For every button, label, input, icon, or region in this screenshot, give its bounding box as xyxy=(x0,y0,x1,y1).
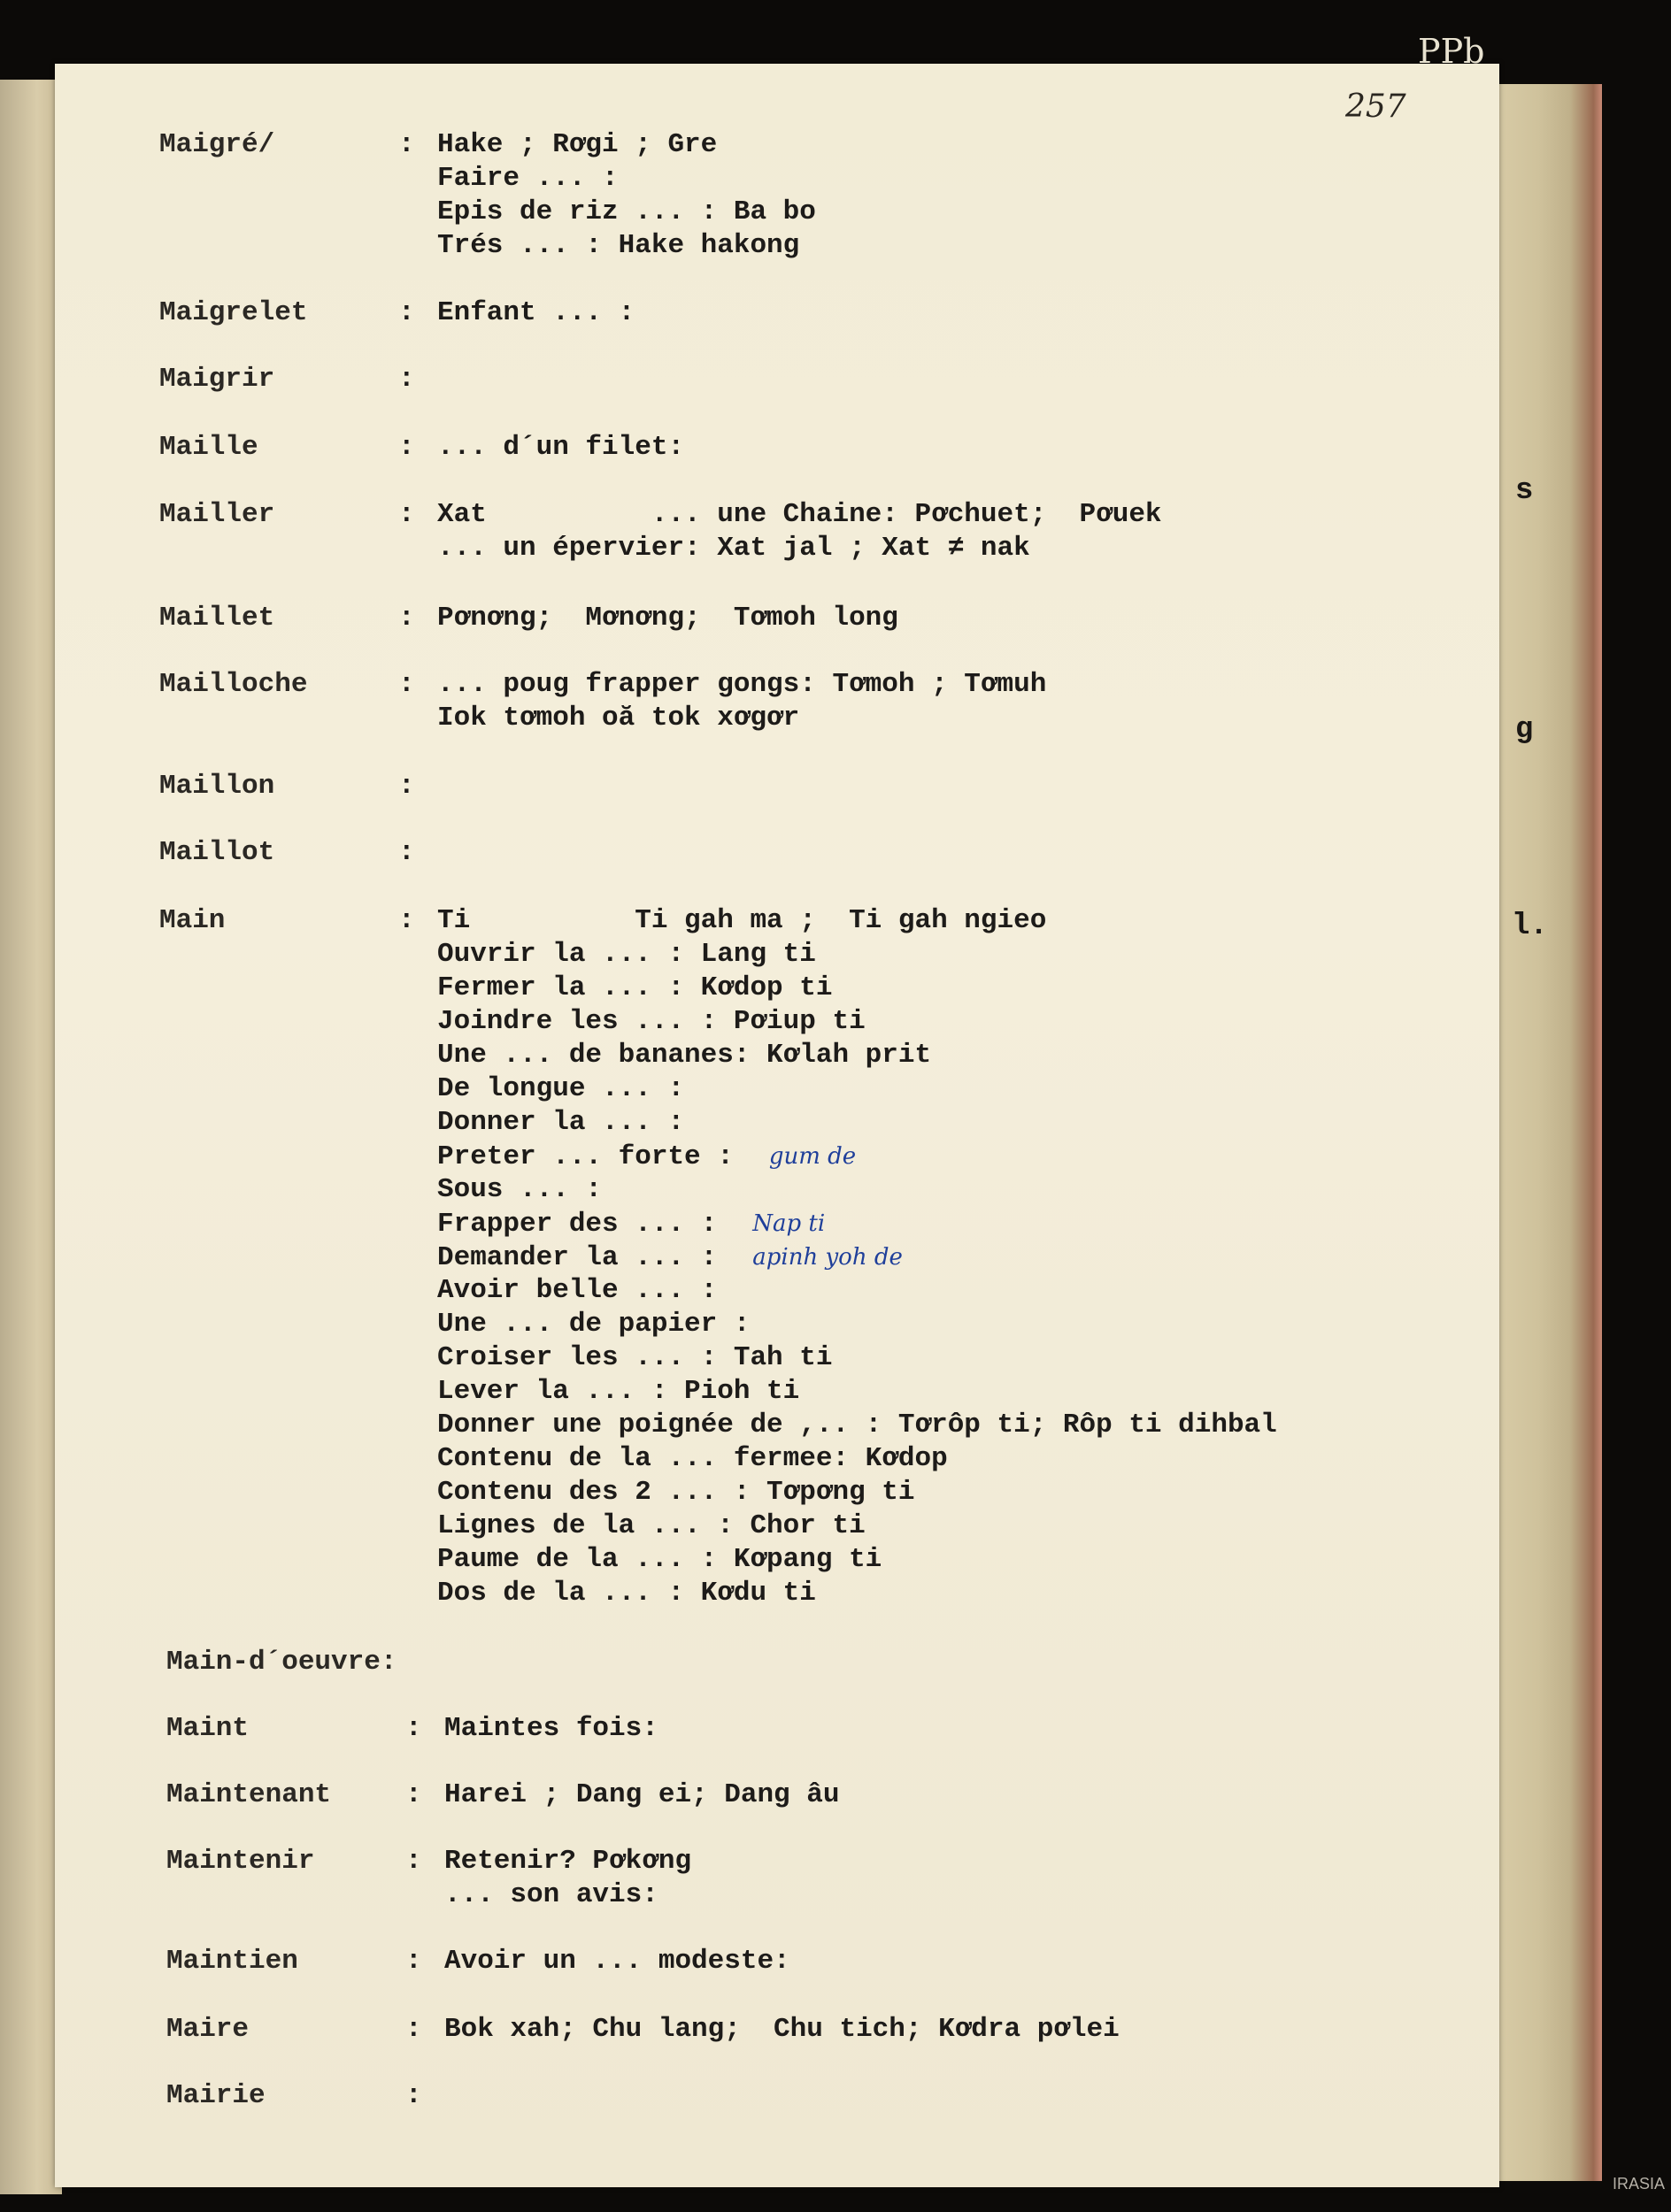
definition-text: Ti Ti gah ma ; Ti gah ngieo xyxy=(437,905,1047,936)
entry-headword: Maintenant xyxy=(166,1779,332,1810)
definition-text: Trés ... : Hake hakong xyxy=(437,230,800,261)
entry-headword: Main-d´oeuvre: xyxy=(166,1647,397,1678)
entry-headword: Maire xyxy=(166,2014,250,2045)
definition-text: Pơnơng; Mơnơng; Tơmoh long xyxy=(437,603,898,634)
definition-line xyxy=(437,1207,1277,1240)
definition-line xyxy=(437,162,816,196)
definition-text: ... un épervier: Xat jal ; Xat ≠ nak xyxy=(437,533,1030,564)
definition-text: Lignes de la ... : Chor ti xyxy=(437,1510,866,1541)
definition-text: Preter ... forte : xyxy=(437,1141,734,1172)
definition-text: Hake ; Rơgi ; Gre xyxy=(437,129,718,160)
definition-line xyxy=(437,1039,1277,1072)
definition-line xyxy=(437,1375,1277,1409)
definition-line xyxy=(444,1845,691,1878)
definition-line xyxy=(437,1173,1277,1207)
definition-text: Iok tơmoh oă tok xơgơr xyxy=(437,703,800,733)
entry-headword: Maillet xyxy=(159,603,275,634)
entry-definitions xyxy=(437,602,898,635)
definition-text: Donner une poignée de ,.. : Tơrôp ti; Rôp ti dihbal xyxy=(437,1409,1277,1440)
definition-line xyxy=(437,938,1277,972)
entry-colon: : xyxy=(398,364,415,395)
entry-headword: Maigrelet xyxy=(159,297,308,328)
corner-mark: PPb xyxy=(1418,32,1485,71)
definition-text: Retenir? Pơkơng xyxy=(444,1846,692,1877)
entry-headword: Maigré/ xyxy=(159,129,275,160)
entry-definitions xyxy=(437,296,635,330)
definition-text: Une ... de bananes: Kơlah prit xyxy=(437,1040,932,1071)
entry-headword: Maillon xyxy=(159,771,275,802)
definition-text: Lever la ... : Pioh ti xyxy=(437,1376,800,1407)
definition-line xyxy=(437,1409,1277,1442)
definition-text: ... son avis: xyxy=(444,1879,658,1910)
entry-colon: : xyxy=(405,1846,422,1877)
definition-text: Maintes fois: xyxy=(444,1713,658,1744)
definition-text: Joindre les ... : Pơiup ti xyxy=(437,1006,866,1037)
entry-colon: : xyxy=(405,1779,422,1810)
definition-text: Contenu de la ... fermee: Kơdop xyxy=(437,1443,948,1474)
definition-text: Bok xah; Chu lang; Chu tich; Kơdra pơlei xyxy=(444,2014,1120,2045)
entry-colon: : xyxy=(398,837,415,868)
definition-line xyxy=(437,296,635,330)
archive-label: IRASIA xyxy=(1613,2175,1666,2193)
entry-colon: : xyxy=(398,771,415,802)
entry-colon: : xyxy=(398,669,415,700)
entry-headword: Maint xyxy=(166,1713,250,1744)
definition-line xyxy=(437,1543,1277,1577)
entry-colon: : xyxy=(398,603,415,634)
entry-colon: : xyxy=(405,2080,422,2111)
definition-line xyxy=(437,1577,1277,1610)
entry-colon: : xyxy=(398,297,415,328)
definition-line xyxy=(437,904,1277,938)
entry-colon: : xyxy=(398,432,415,463)
entry-colon: : xyxy=(398,905,415,936)
side-mark: l. xyxy=(1512,910,1548,943)
definition-text: ... poug frapper gongs: Tơmoh ; Tơmuh xyxy=(437,669,1047,700)
definition-line xyxy=(437,1274,1277,1308)
definition-text: Faire ... : xyxy=(437,163,635,194)
definition-text: Une ... de papier : xyxy=(437,1309,751,1340)
entry-headword: Maillot xyxy=(159,837,275,868)
definition-text: Sous ... : xyxy=(437,1174,603,1205)
handwritten-note: gum de xyxy=(768,1143,857,1170)
definition-text: Frapper des ... : xyxy=(437,1209,718,1240)
definition-text: De longue ... : xyxy=(437,1073,685,1104)
definition-line xyxy=(437,229,816,263)
entry-headword: Maigrir xyxy=(159,364,275,395)
definition-line xyxy=(437,1341,1277,1375)
definition-text: Avoir belle ... : xyxy=(437,1275,718,1306)
definition-text: Avoir un ... modeste: xyxy=(444,1946,790,1977)
definition-line xyxy=(437,602,898,635)
definition-line xyxy=(437,702,1046,735)
definition-line xyxy=(437,1509,1277,1543)
handwritten-note: apinh yoh de xyxy=(752,1244,903,1271)
definition-text: Dos de la ... : Kơdu ti xyxy=(437,1578,816,1609)
definition-line xyxy=(437,1140,1277,1173)
side-mark: g xyxy=(1515,713,1534,747)
entry-definitions xyxy=(437,498,1162,565)
definition-line xyxy=(437,532,1162,565)
side-mark: s xyxy=(1515,474,1534,508)
definition-line xyxy=(437,1442,1277,1476)
entry-headword: Mairie xyxy=(166,2080,266,2111)
definition-line xyxy=(444,1778,839,1812)
definition-text: ... d´un filet: xyxy=(437,432,685,463)
entry-definitions xyxy=(437,128,816,263)
definition-line xyxy=(444,1878,691,1912)
definition-text: Contenu des 2 ... : Tơpơng ti xyxy=(437,1477,915,1508)
entry-colon: : xyxy=(398,499,415,530)
entry-definitions xyxy=(444,1845,691,1912)
definition-line xyxy=(444,1712,658,1746)
entry-colon: : xyxy=(405,2014,422,2045)
entry-headword: Maille xyxy=(159,432,258,463)
entry-headword: Mailler xyxy=(159,499,275,530)
definition-line xyxy=(437,498,1162,532)
definition-text: Paume de la ... : Kơpang ti xyxy=(437,1544,882,1575)
entry-definitions xyxy=(444,1945,790,1978)
definition-line xyxy=(437,972,1277,1005)
entry-headword: Mailloche xyxy=(159,669,308,700)
entry-definitions xyxy=(444,1778,839,1812)
entry-headword: Maintien xyxy=(166,1946,298,1977)
definition-text: Fermer la ... : Kơdop ti xyxy=(437,972,833,1003)
definition-text: Croiser les ... : Tah ti xyxy=(437,1342,833,1373)
definition-line xyxy=(444,2013,1120,2047)
entry-definitions xyxy=(444,1712,658,1746)
definition-line xyxy=(437,1106,1277,1140)
entry-definitions xyxy=(437,668,1046,735)
page-number: 257 xyxy=(1345,88,1406,125)
definition-text: Donner la ... : xyxy=(437,1107,685,1138)
handwritten-note: Nap ti xyxy=(752,1210,826,1237)
entry-colon: : xyxy=(405,1713,422,1744)
definition-line xyxy=(437,1476,1277,1509)
definition-text: Ouvrir la ... : Lang ti xyxy=(437,939,816,970)
entry-colon: : xyxy=(405,1946,422,1977)
definition-line xyxy=(437,1308,1277,1341)
entry-headword: Maintenir xyxy=(166,1846,315,1877)
entry-headword: Main xyxy=(159,905,226,936)
definition-line xyxy=(437,431,684,465)
definition-line xyxy=(437,1240,1277,1274)
definition-text: Demander la ... : xyxy=(437,1242,718,1273)
entry-definitions xyxy=(444,2013,1120,2047)
definition-text: Xat ... une Chaine: Pơchuet; Pơuek xyxy=(437,499,1162,530)
definition-line xyxy=(437,128,816,162)
definition-text: Harei ; Dang ei; Dang âu xyxy=(444,1779,840,1810)
definition-line xyxy=(437,1072,1277,1106)
definition-text: Epis de riz ... : Ba bo xyxy=(437,196,816,227)
entry-definitions xyxy=(437,431,684,465)
definition-text: Enfant ... : xyxy=(437,297,635,328)
definition-line xyxy=(437,668,1046,702)
definition-line xyxy=(437,196,816,229)
entry-colon: : xyxy=(398,129,415,160)
definition-line xyxy=(437,1005,1277,1039)
definition-line xyxy=(444,1945,790,1978)
entry-definitions xyxy=(437,904,1277,1610)
